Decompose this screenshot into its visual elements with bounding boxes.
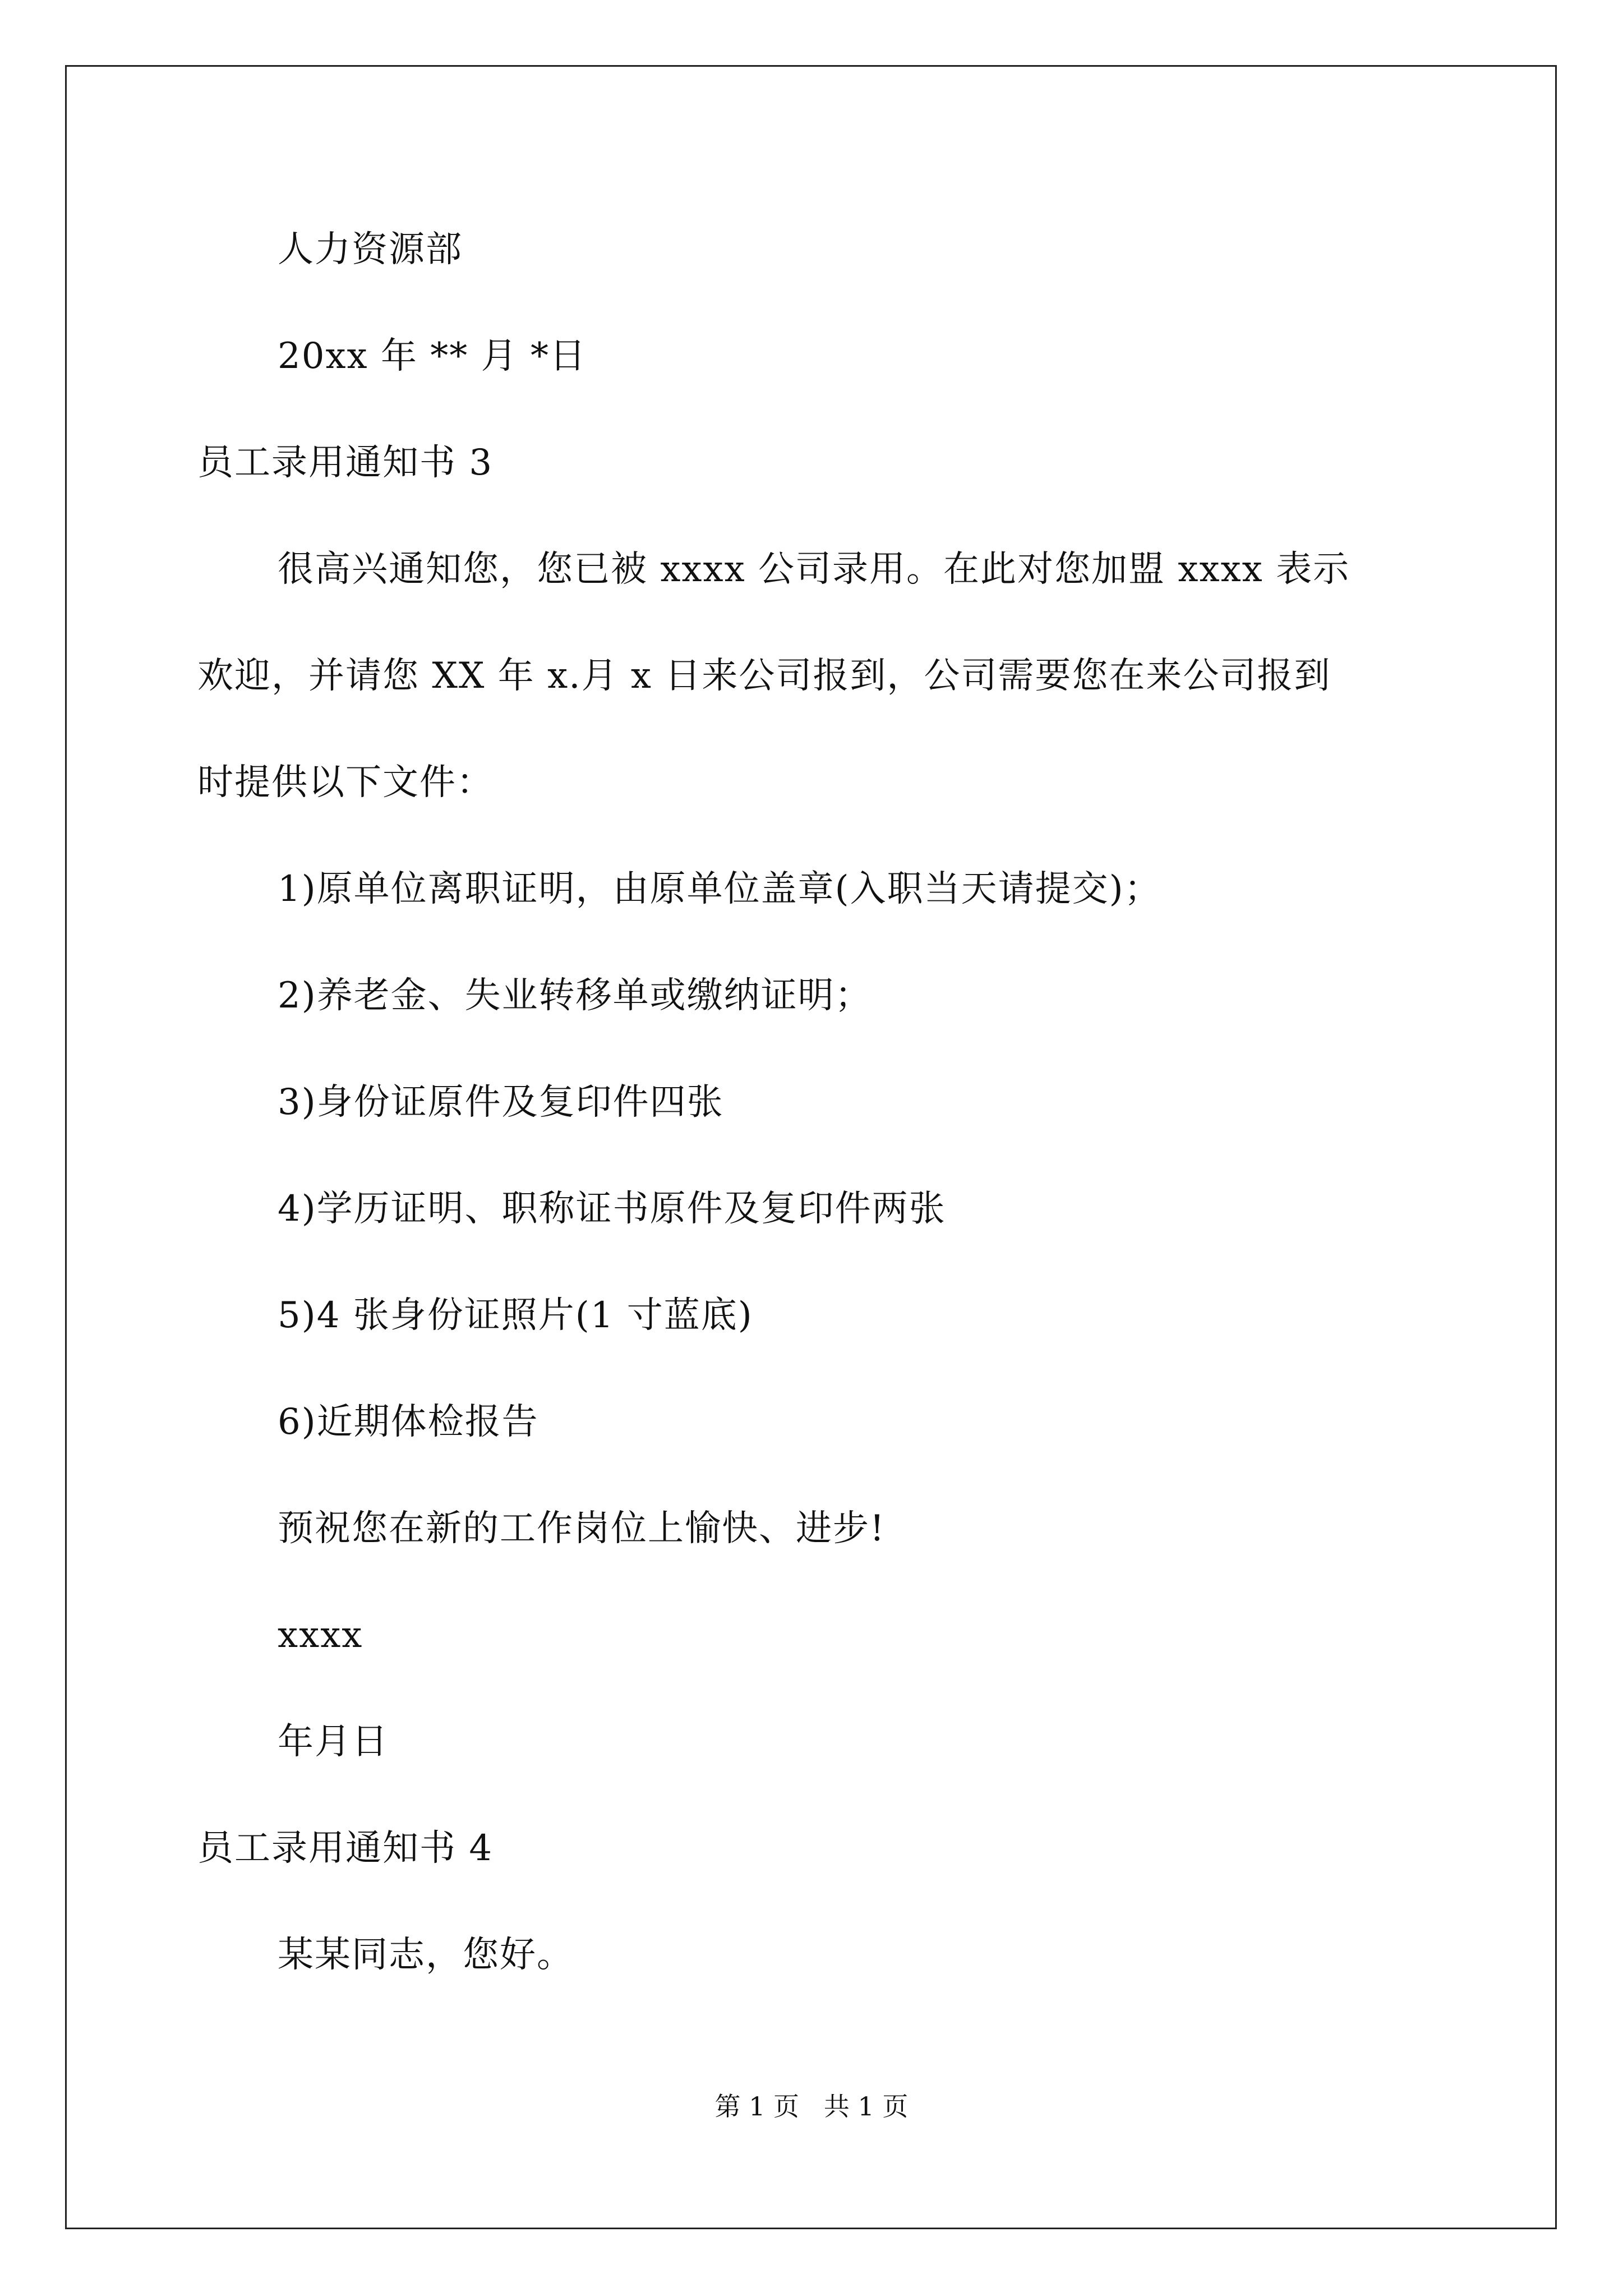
date-line: 20xx 年 ** 月 *日 [278, 335, 587, 377]
list-item: 2)养老金、失业转移单或缴纳证明； [278, 975, 872, 1016]
paragraph-line: 很高兴通知您，您已被 xxxx 公司录用。在此对您加盟 xxxx 表示 [278, 549, 1350, 590]
page-number-footer: 第 1 页 共 1 页 [714, 2091, 909, 2122]
paragraph-line: 时提供以下文件： [197, 762, 494, 803]
section-heading-4: 员工录用通知书 4 [197, 1828, 494, 1869]
list-item: 5)4 张身份证照片(1 寸蓝底) [278, 1295, 753, 1336]
signature-date: 年月日 [278, 1721, 389, 1763]
list-item: 3)身份证原件及复印件四张 [278, 1082, 724, 1123]
list-item: 1)原单位离职证明，由原单位盖章(入职当天请提交)； [278, 868, 1161, 910]
list-item: 6)近期体检报告 [278, 1401, 539, 1443]
section-heading-3: 员工录用通知书 3 [197, 442, 494, 484]
list-item: 4)学历证明、职称证书原件及复印件两张 [278, 1188, 946, 1230]
company-signature: xxxx [278, 1614, 363, 1656]
salutation: 某某同志，您好。 [278, 1934, 574, 1976]
paragraph-line: 欢迎，并请您 XX 年 x.月 x 日来公司报到，公司需要您在来公司报到 [197, 655, 1331, 697]
closing-wish: 预祝您在新的工作岗位上愉快、进步! [278, 1508, 886, 1549]
department-signature: 人力资源部 [278, 229, 463, 270]
